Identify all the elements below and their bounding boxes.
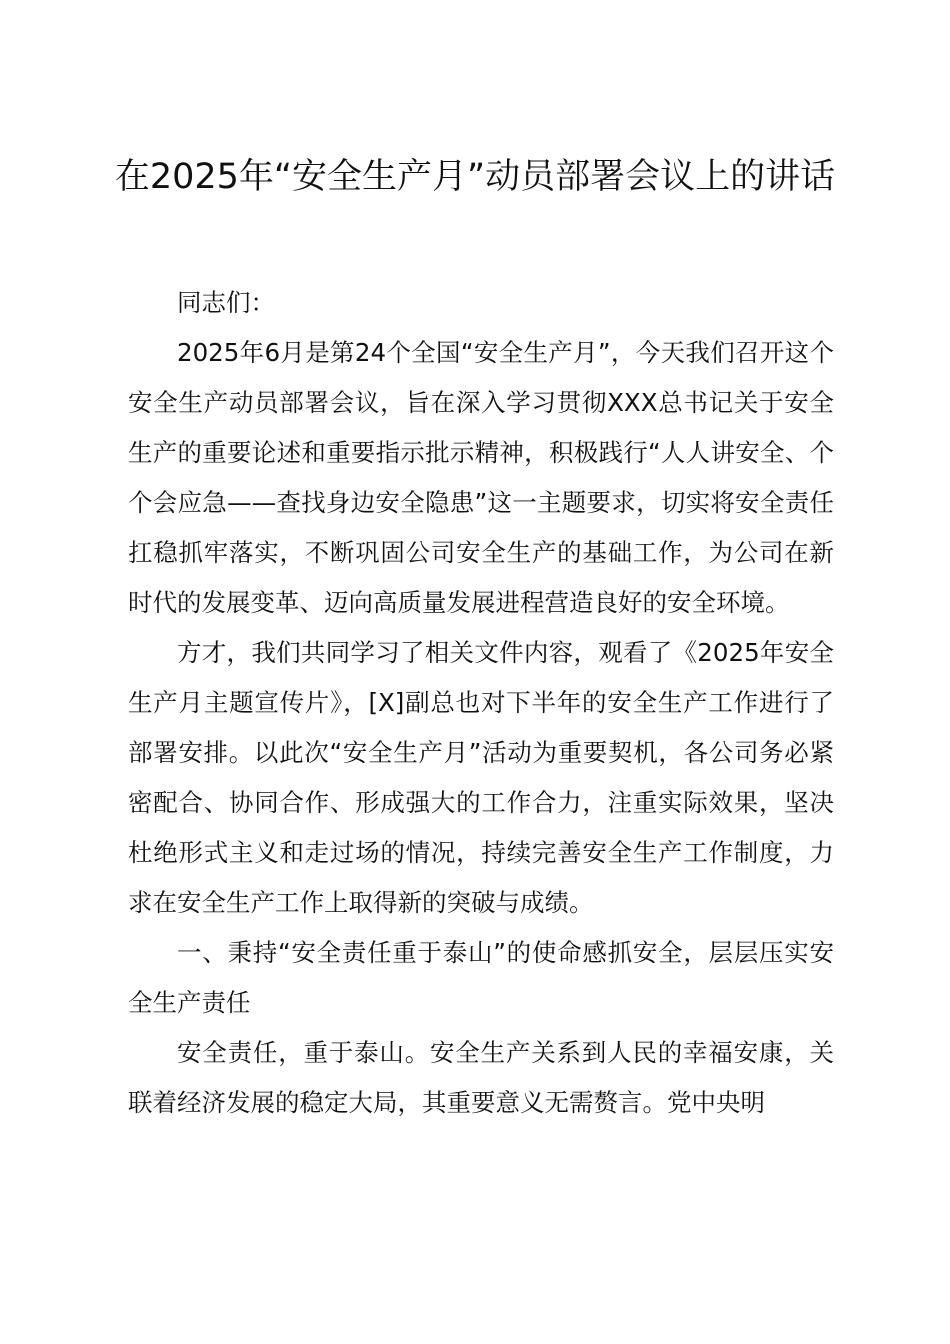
section-heading-1: 一、秉持“安全责任重于泰山”的使命感抓安全，层层压实安全生产责任: [128, 938, 834, 1017]
document-body: [128, 278, 834, 1128]
section-1-paragraph: 安全责任，重于泰山。安全生产关系到人民的幸福安康，关联着经济发展的稳定大局，其重要意义无需赘言。党中央明: [128, 1038, 834, 1117]
document-title: 在2025年“安全生产月”动员部署会议上的讲话: [114, 157, 836, 197]
review-paragraph: 方才，我们共同学习了相关文件内容，观看了《2025年安全生产月主题宣传片》，[X]副总也对下半年的安全生产工作进行了部署安排。以此次“安全生产月”活动为重要契机，各公司务必紧密配合、协同合作、形成强大的工作合力，注重实际效果，坚决杜绝形式主义和走过场的情况，持续完善安全生产工作制度，力求在安全生产工作上取得新的突破与成绩。: [128, 638, 834, 917]
intro-paragraph: 2025年6月是第24个全国“安全生产月”，今天我们召开这个安全生产动员部署会议，旨在深入学习贯彻XXX总书记关于安全生产的重要论述和重要指示批示精神，积极践行“人人讲安全、个个会应急——查找身边安全隐患”这一主题要求，切实将安全责任扛稳抓牢落实，不断巩固公司安全生产的基础工作，为公司在新时代的发展变革、迈向高质量发展进程营造良好的安全环境。: [128, 338, 834, 617]
salutation-paragraph: 同志们：: [177, 288, 275, 317]
